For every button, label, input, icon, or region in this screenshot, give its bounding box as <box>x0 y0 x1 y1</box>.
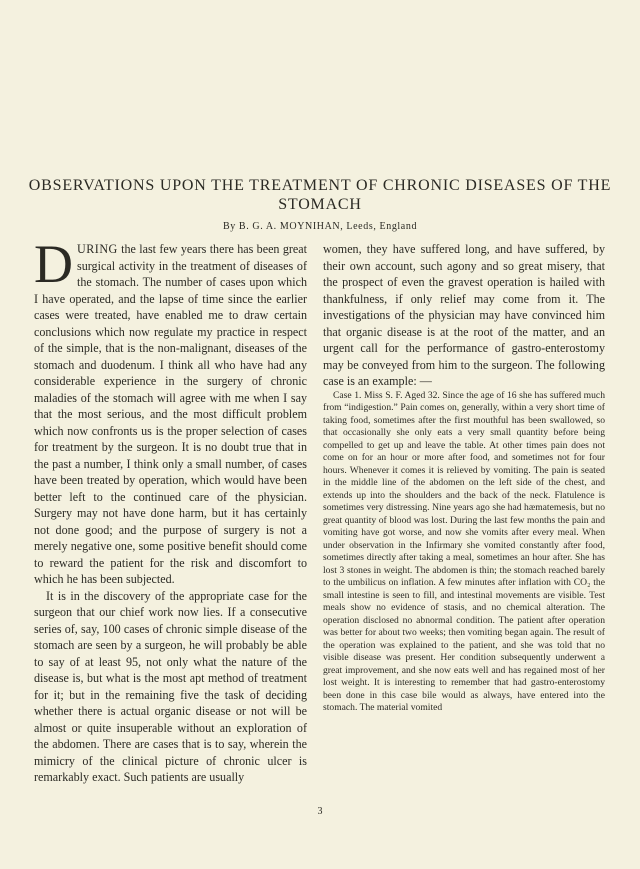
opening-paragraph <box>34 234 307 588</box>
article-title: OBSERVATIONS UPON THE TREATMENT OF CHRONIC DISEASES OF THE STOMACH <box>28 177 612 213</box>
continued-paragraph: women, they have suffered long, and have suffered, by their own account, such agony and so great misery, that the prospect of even the gravest operation is hailed with thankfulness, if only relief may come from it. The investigations of the physician may have convinced him that organic disease is at the root of the matter, and an urgent call for the performance of gastro-enterostomy may be conveyed from him to the surgeon. The following case is an example: — <box>323 242 605 388</box>
page-number: 3 <box>317 806 323 817</box>
case-report: Case 1. Miss S. F. Aged 32. Since the age of 16 she has suffered much from “indigestion.” Pain comes on, generally, within a very short time of taking food, sometimes after the first mouthful has been swallowed, so that occasionally she only eats a very small quantity before being compelled to get up and leave the table. At other times pain does not come on for an hour or more after food, and sometimes not for four hours. Whenever it comes it is relieved by vomiting. The pain is seated in the middle line of the abdomen on the left side of the chest, and extends up into the shoulders and the back of the neck. Flatulence is sometimes very distressing. Nine years ago she had hæmatemesis, but no great quantity of blood was lost. During the last few months the pain and vomiting have got worse, and now she vomits after every meal. When under observation in the Infirmary she vomited constantly after food, sometimes directly after taking a meal, sometimes an hour after. She has lost 3 stones in weight. The abdomen is thin; the stomach reached barely to the umbilicus on inflation. A few minutes after inflation with CO₂ the small intestine is seen to fill, and intestinal movements are visible. Test meals show no evidence of stasis, and no chemical alteration. The operation disclosed no abnormal condition. The patient after operation was better for about two weeks; then vomiting began again. The result of the operation was explained to the patient, and she was told that no visible disease was present. Her condition subsequently underwent a great improvement, and she now eats well and has regained most of her lost weight. It is interesting to remember that had gastro-enterostomy been done in this case bile would as always, have entered into the stomach. The material vomited <box>323 389 605 713</box>
article-byline: By B. G. A. MOYNIHAN, Leeds, England <box>222 221 418 232</box>
opening-paragraph-text: the last few years there has been great surgical activity in the treatment of diseases of the stomach. The number of cases upon which I have operated, and the lapse of time since the earlier cases were treated, have enabled me to draw certain conclusions which now regulate my practice in respect of the simple, that is the non-malignant, diseases of the stomach and duodenum. I think all who have had any considerable experience in the surgery of chronic maladies of the stomach will agree with me when I say that the most serious, and the most difficult problem which now confronts us is the proper selection of cases for treatment by the surgeon. It is no doubt true that in the past a number, I think only a small number, of cases have been treated by operation, which would have been better left to the continued care of the physician. Surgery may not have done harm, but it has certainly not done good; and the purpose of surgery is not a merely negative one, some positive benefit should come to reward the patient for the risk and discomfort to which he has been subjected. <box>34 242 307 586</box>
second-paragraph: It is in the discovery of the appropriate case for the surgeon that our chief work now lies. If a consecutive series of, say, 100 cases of chronic simple disease of the stomach are seen by a surgeon, he will probably be able to say of at least 95, not only what the nature of the disease is, but what is the most apt method of treatment for it; but in the remaining five the task of deciding whether there is actual organic disease or not will be almost or quite insuperable without an exploration of the abdomen. There are cases that is to say, wherein the mimicry of the clinical picture of chronic ulcer is remarkably exact. Such patients are usually <box>34 588 307 784</box>
lead-word: URING <box>77 242 118 256</box>
left-column <box>34 234 307 786</box>
drop-cap: D <box>34 234 73 294</box>
right-column <box>323 241 605 715</box>
